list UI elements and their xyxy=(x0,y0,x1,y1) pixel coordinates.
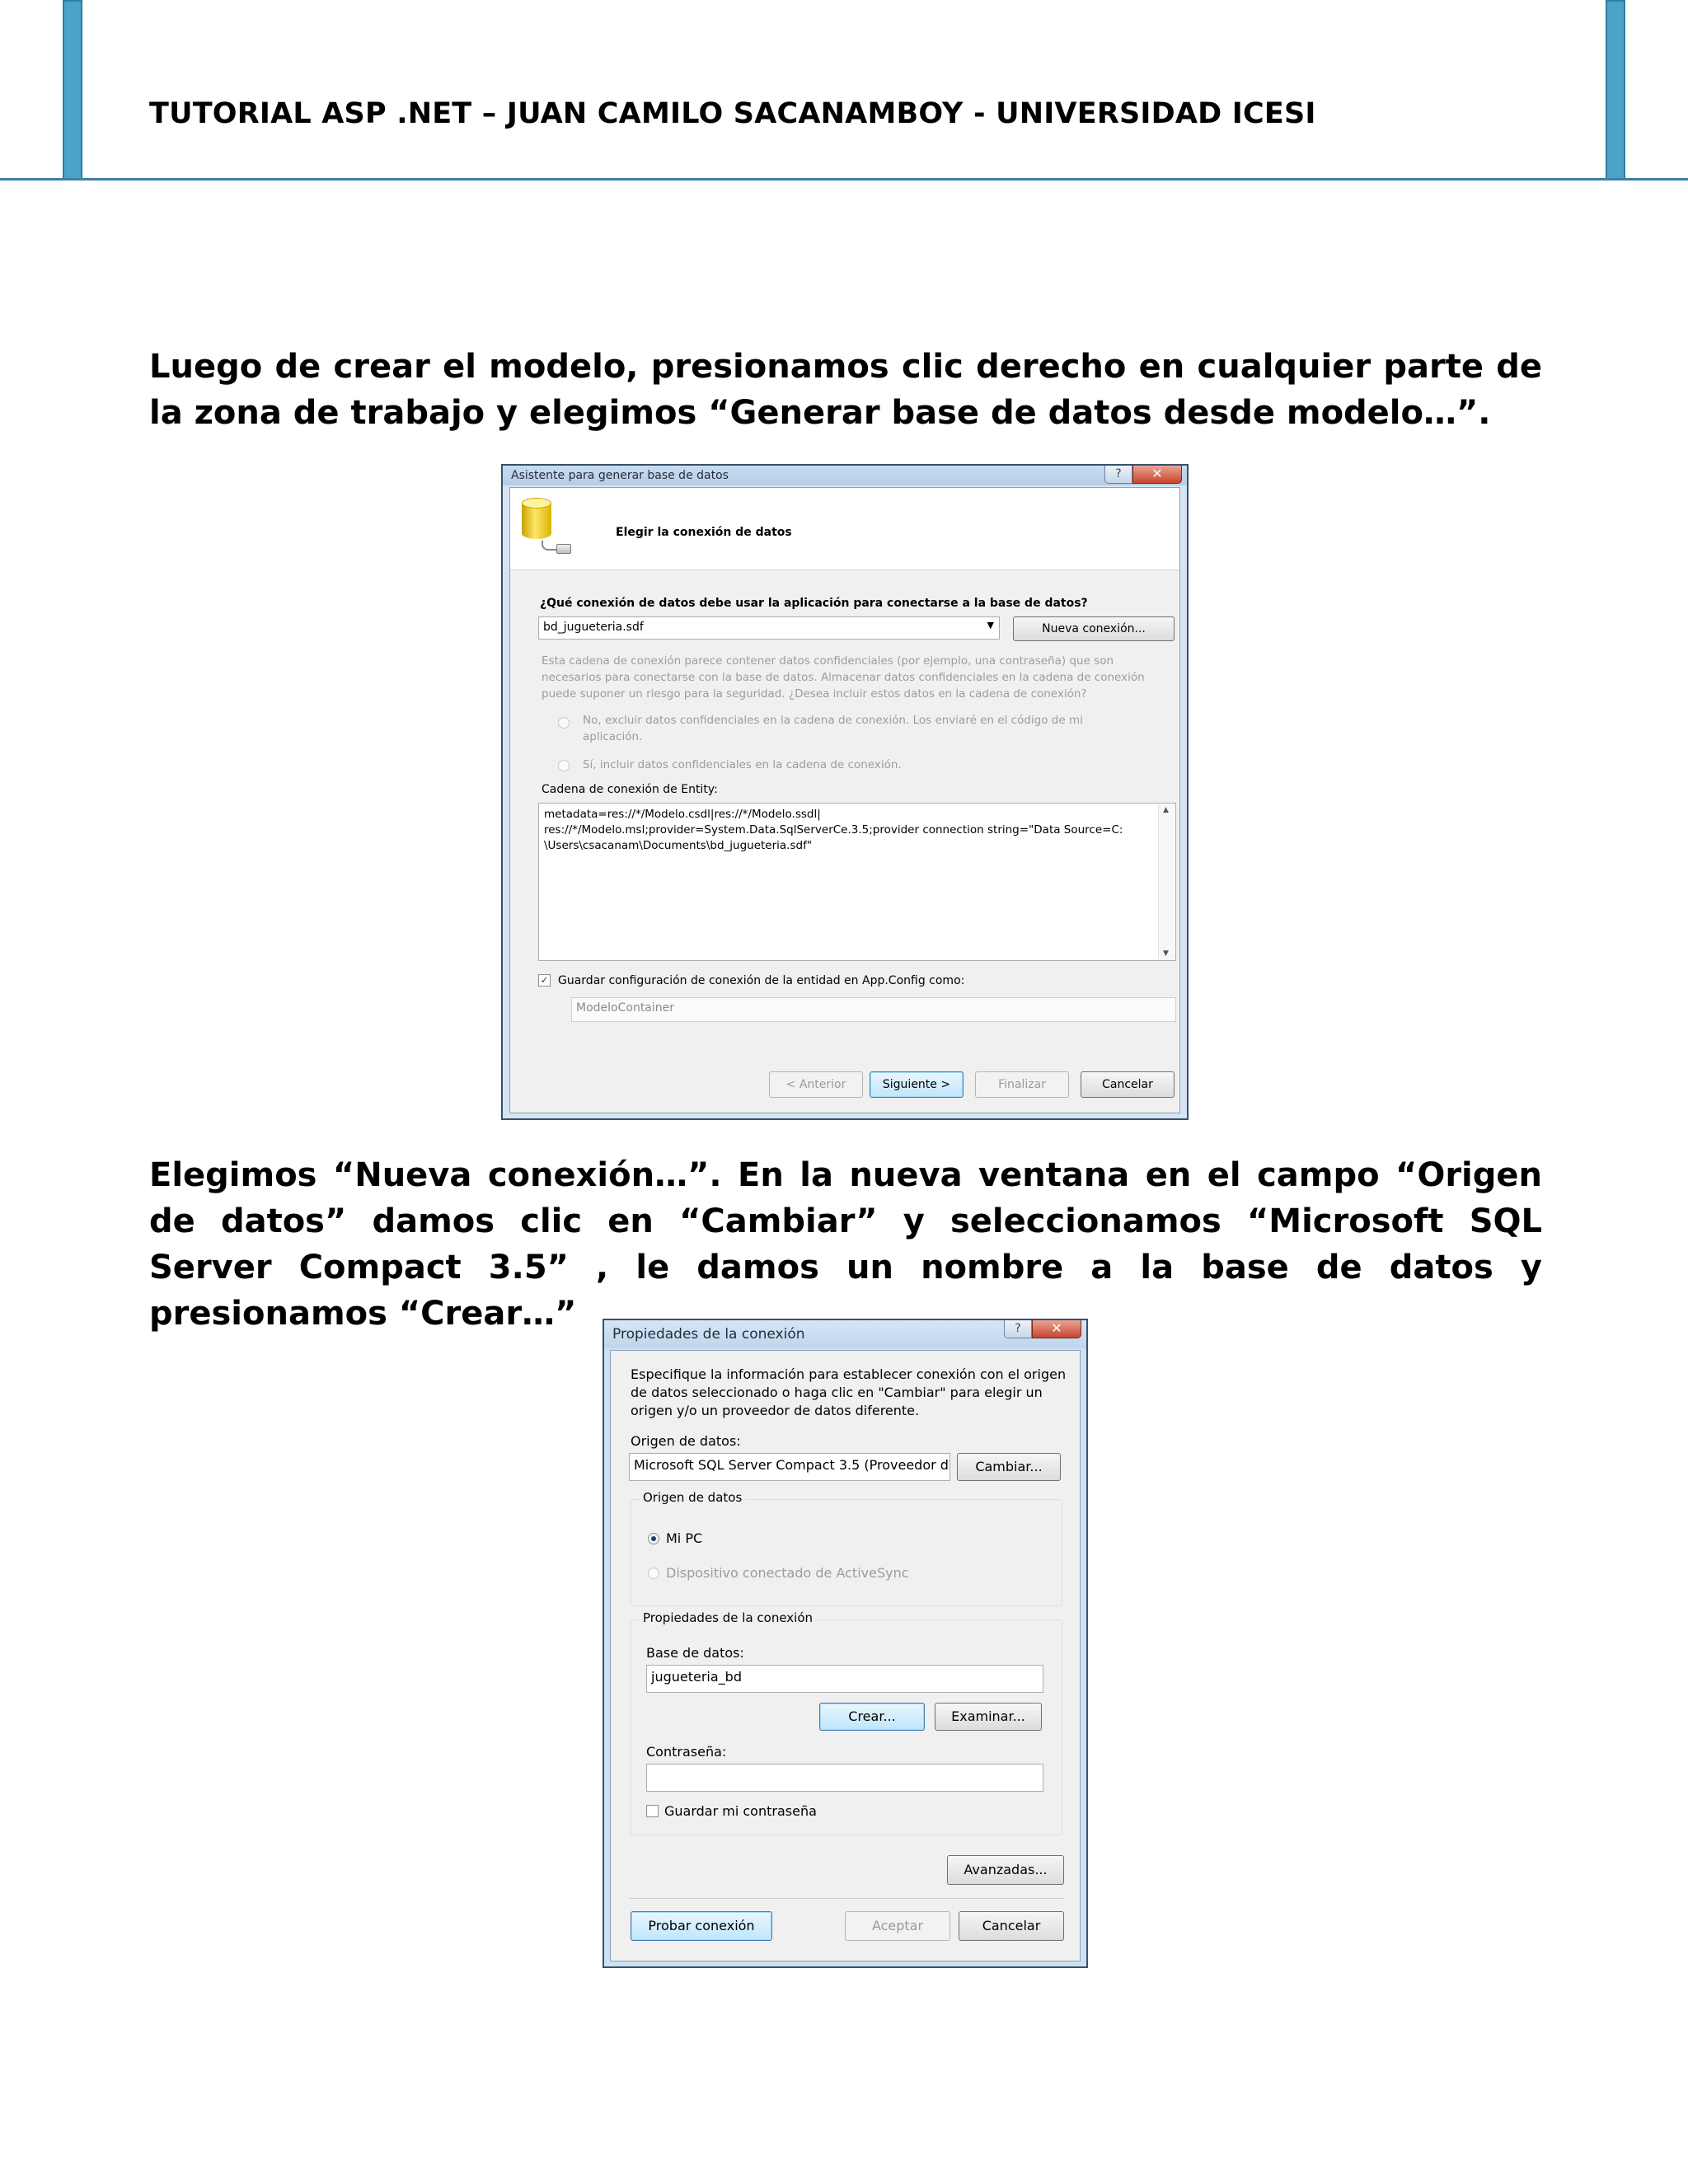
exclude-sensitive-label: No, excluir datos confidenciales en la cadena de conexión. Los enviaré en el código de mi aplicación. xyxy=(583,714,1083,743)
wizard-titlebar xyxy=(503,466,1187,485)
help-icon[interactable]: ? xyxy=(1004,1320,1032,1338)
browse-button[interactable]: Examinar... xyxy=(935,1703,1042,1731)
sensitive-data-warning: Esta cadena de conexión parece contener datos confidenciales (por ejemplo, una contraseña) que son necesarios para conectarse con la base de datos. Almacenar datos confidenciales en la cadena de conexión puede suponer un riesgo para la seguridad. ¿Desea incluir estos datos en la cadena de conexión? xyxy=(542,654,1145,701)
connection-properties-screenshot xyxy=(603,1319,1088,1968)
activesync-radio[interactable] xyxy=(648,1568,659,1579)
data-source-label: Origen de datos: xyxy=(631,1433,741,1449)
exclude-sensitive-radio[interactable] xyxy=(558,717,570,729)
scrollbar[interactable] xyxy=(1158,804,1175,959)
finish-button[interactable]: Finalizar xyxy=(975,1071,1069,1098)
connection-question: ¿Qué conexión de datos debe usar la aplicación para conectarse a la base de datos? xyxy=(540,597,1088,610)
password-field[interactable] xyxy=(646,1764,1043,1792)
new-connection-button[interactable]: Nueva conexión... xyxy=(1013,616,1175,641)
save-password-checkbox[interactable] xyxy=(646,1805,659,1817)
header-accent-bar-left xyxy=(63,0,82,180)
accept-button[interactable]: Aceptar xyxy=(845,1911,950,1941)
wizard-step-title: Elegir la conexión de datos xyxy=(616,526,792,539)
password-label: Contraseña: xyxy=(646,1744,727,1760)
chevron-down-icon[interactable]: ▼ xyxy=(987,620,994,630)
plug-icon xyxy=(542,534,574,552)
scroll-up-icon[interactable]: ▲ xyxy=(1163,806,1169,814)
scroll-down-icon[interactable]: ▼ xyxy=(1163,949,1169,958)
close-icon[interactable]: ✕ xyxy=(1032,1320,1081,1338)
database-field[interactable]: jugueteria_bd xyxy=(646,1665,1043,1693)
data-source-group xyxy=(631,1490,1062,1606)
next-button[interactable]: Siguiente > xyxy=(870,1071,964,1098)
connection-select[interactable] xyxy=(538,616,1000,640)
connection-description: Especifique la información para establecer conexión con el origen de datos seleccionado o haga clic en "Cambiar" para elegir un origen y/o un proveedor de datos diferente. xyxy=(631,1366,1067,1418)
header-accent-bar-right xyxy=(1606,0,1625,180)
previous-button[interactable]: < Anterior xyxy=(769,1071,863,1098)
entity-string-label: Cadena de conexión de Entity: xyxy=(542,783,718,796)
entity-connection-string[interactable]: metadata=res://*/Modelo.csdl|res://*/Modelo.ssdl| res://*/Modelo.msl;provider=System.Data.SqlServerCe.3.5;provider connection string="Data Source=C: \Users\csacanam\Documents\bd_jugueteria.sdf" xyxy=(538,803,1176,961)
paragraph-generate-database: Luego de crear el modelo, presionamos clic derecho en cualquier parte de la zona de trabajo y elegimos “Generar base de datos desde modelo…”. xyxy=(149,348,1542,432)
cancel-button[interactable]: Cancelar xyxy=(959,1911,1064,1941)
connection-titlebar xyxy=(604,1320,1086,1348)
include-sensitive-label: Sí, incluir datos confidenciales en la cadena de conexión. xyxy=(583,758,902,771)
generate-database-wizard-screenshot xyxy=(501,464,1189,1120)
change-button[interactable]: Cambiar... xyxy=(957,1453,1061,1481)
wizard-body xyxy=(509,487,1180,1113)
cancel-button[interactable]: Cancelar xyxy=(1081,1071,1175,1098)
database-icon xyxy=(522,498,551,542)
data-source-field[interactable]: Microsoft SQL Server Compact 3.5 (Proveedor d xyxy=(629,1453,950,1481)
connection-properties-group-title: Propiedades de la conexión xyxy=(640,1610,816,1625)
activesync-label: Dispositivo conectado de ActiveSync xyxy=(666,1565,909,1581)
create-button[interactable]: Crear... xyxy=(819,1703,925,1731)
connection-dialog-body xyxy=(610,1350,1081,1961)
data-source-group-title: Origen de datos xyxy=(640,1490,745,1505)
connection-select-value: bd_jugueteria.sdf xyxy=(543,621,644,634)
wizard-title: Asistente para generar base de datos xyxy=(511,469,729,482)
database-label: Base de datos: xyxy=(646,1645,744,1661)
save-password-label: Guardar mi contraseña xyxy=(664,1803,817,1819)
include-sensitive-radio[interactable] xyxy=(558,760,570,771)
wizard-banner xyxy=(510,488,1179,570)
help-icon[interactable]: ? xyxy=(1104,466,1132,484)
test-connection-button[interactable]: Probar conexión xyxy=(631,1911,772,1941)
my-pc-label: Mi PC xyxy=(666,1530,703,1546)
my-pc-radio[interactable] xyxy=(648,1533,659,1544)
save-config-checkbox[interactable]: ✓ xyxy=(538,974,551,987)
connection-properties-group xyxy=(631,1610,1062,1835)
footer-divider xyxy=(629,1898,1064,1899)
connection-dialog-title: Propiedades de la conexión xyxy=(612,1326,805,1343)
close-icon[interactable]: ✕ xyxy=(1132,466,1182,484)
advanced-button[interactable]: Avanzadas... xyxy=(947,1855,1064,1885)
page-header-title: TUTORIAL ASP .NET – JUAN CAMILO SACANAMBOY - UNIVERSIDAD ICESI xyxy=(149,97,1316,130)
container-name-field[interactable]: ModeloContainer xyxy=(571,997,1176,1022)
save-config-label: Guardar configuración de conexión de la entidad en App.Config como: xyxy=(558,974,965,987)
header-rule xyxy=(0,178,1688,180)
paragraph-new-connection: Elegimos “Nueva conexión…”. En la nueva ventana en el campo “Origen de datos” damos clic en “Cambiar” y seleccionamos “Microsoft SQL Server Compact 3.5” , le damos un nombre a la base de datos y presionamos “Crear…” xyxy=(149,1156,1542,1333)
